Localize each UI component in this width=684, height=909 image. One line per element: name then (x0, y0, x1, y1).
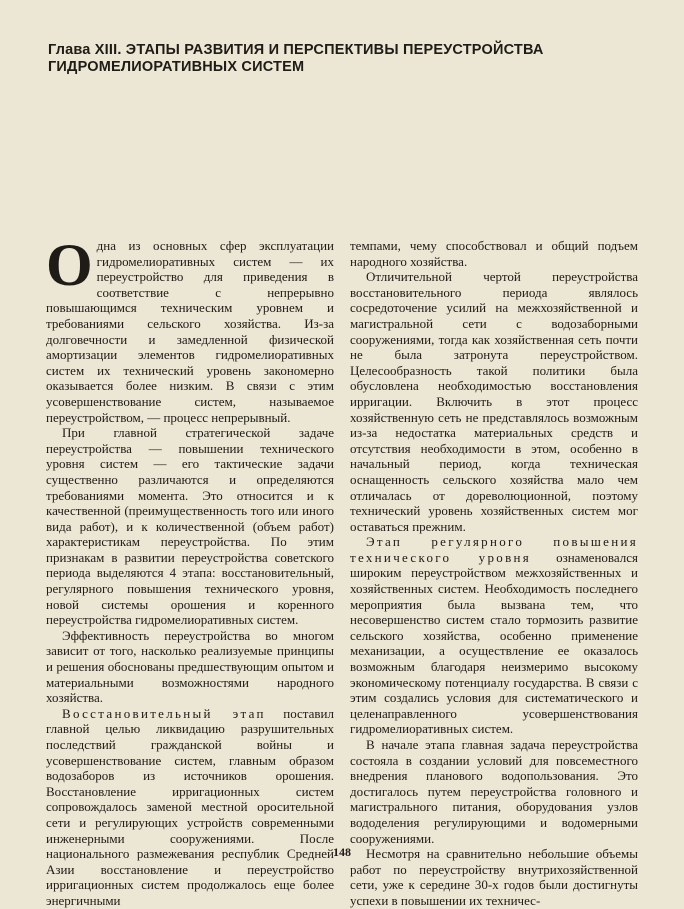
paragraph-stage-start: В начале этапа главная задача переустройства состояла в создании условий для повсеместного внедрения планового водопользования. Это достигалось путем переустройства головного и магистрального питания, оборудования узлов вододеления регулирующими и водомерными сооружениями. (350, 737, 638, 846)
paragraph-restoration-text: поставил главной целью ликвидацию разрушительных последствий гражданской войны и усовершенствование систем, главным образом водозаборов из источников орошения. Восстановление ирригационных систем сопровождалось заменой местной оросительной сети и регулирующих устройств современными инженерными сооружениями. После национального размежевания республик Средней Азии восстановление и переустройство ирригационных систем продолжалось еще более энергичными (46, 705, 334, 908)
stage-term-regular: Этап регулярного повышения технического уровня (350, 534, 638, 565)
page-number: 148 (333, 845, 351, 859)
paragraph-strategy: При главной стратегической задаче переустройства — повышении технического уровня систем — его тактические задачи существенно различаются и определяются требованиями момента. Это относится и к качественной (преимущественность того или иного вида работ), и к количественной (объем работ) характеристикам переустройства. По этим признакам в развитии переустройства советского периода выделяются 4 этапа: восстановительный, регулярного повышения технического уровня, новой системы орошения и коренного переустройства гидромелиоративных систем. (46, 425, 334, 628)
paragraph-despite: Несмотря на сравнительно небольшие объемы работ по переустройству внутрихозяйственной сети, уже к середине 30-х годов были достигнуты успехи в повышении их техничес- (350, 846, 638, 908)
paragraph-effectiveness: Эффективность переустройства во многом зависит от того, насколько реализуемые принципы и решения обоснованы предшествующим опытом и материальными возможностями народного хозяйства. (46, 627, 334, 706)
left-column (46, 232, 334, 909)
paragraph-distinctive-feature: Отличительной чертой переустройства восстановительного периода являлось сосредоточение усилий на межхозяйственной и магистральной сети с водозаборными сооружениями, тогда как хозяйственная сеть почти не была затронута переустройством. Целесообразность такой политики была обусловлена необходимостью восстановления ирригации. Включить в этот процесс хозяйственную сеть не представлялось возможным из-за недостатка материальных средств и отсутствия необходимости в этом, особенно в начальный период, когда техническая оснащенность сельского хозяйства мало чем отличалась от дореволюционной, поэтому технический уровень хозяйственных систем мог оставаться прежним. (350, 269, 638, 534)
paragraph-intro (46, 232, 334, 425)
paragraph-restoration-stage (46, 706, 334, 909)
paragraph-regular-stage (350, 534, 638, 737)
chapter-title: Глава XIII. ЭТАПЫ РАЗВИТИЯ И ПЕРСПЕКТИВЫ ПЕРЕУСТРОЙСТВА ГИДРОМЕЛИОРАТИВНЫХ СИСТЕМ (48, 42, 544, 75)
right-column (350, 238, 638, 909)
paragraph-continuation: темпами, чему способствовал и общий подъем народного хозяйства. (350, 238, 638, 269)
paragraph-regular-text: ознаменовался широким переустройством межхозяйственных и хозяйственных систем. Необходимость последнего мероприятия была вызвана тем, что несовершенство систем стало тормозить развитие сельского хозяйства, особенно применение механизации, а осуществление ее оказалось возможным благодаря неизмеримо высокому экономическому потенциалу государства. В связи с этим создались условия для систематического и целенаправленного усовершенствования гидромелиоративных систем. (350, 549, 638, 737)
paragraph-intro-text: дна из основных сфер эксплуатации гидромелиоративных систем — их переустройство для приведения в соответствие с непрерывно повышающимся техническим уровнем и требованиями сельского хозяйства. Из-за долговечности и замедленной физической амортизации элементов гидромелиоративных систем их технический уровень закономерно оказывается более низким. В связи с этим усовершенствование систем, называемое переустройством, — процесс непрерывный. (46, 238, 334, 425)
drop-cap: О (46, 232, 93, 298)
stage-term-restoration: Восстановительный этап (62, 705, 266, 721)
